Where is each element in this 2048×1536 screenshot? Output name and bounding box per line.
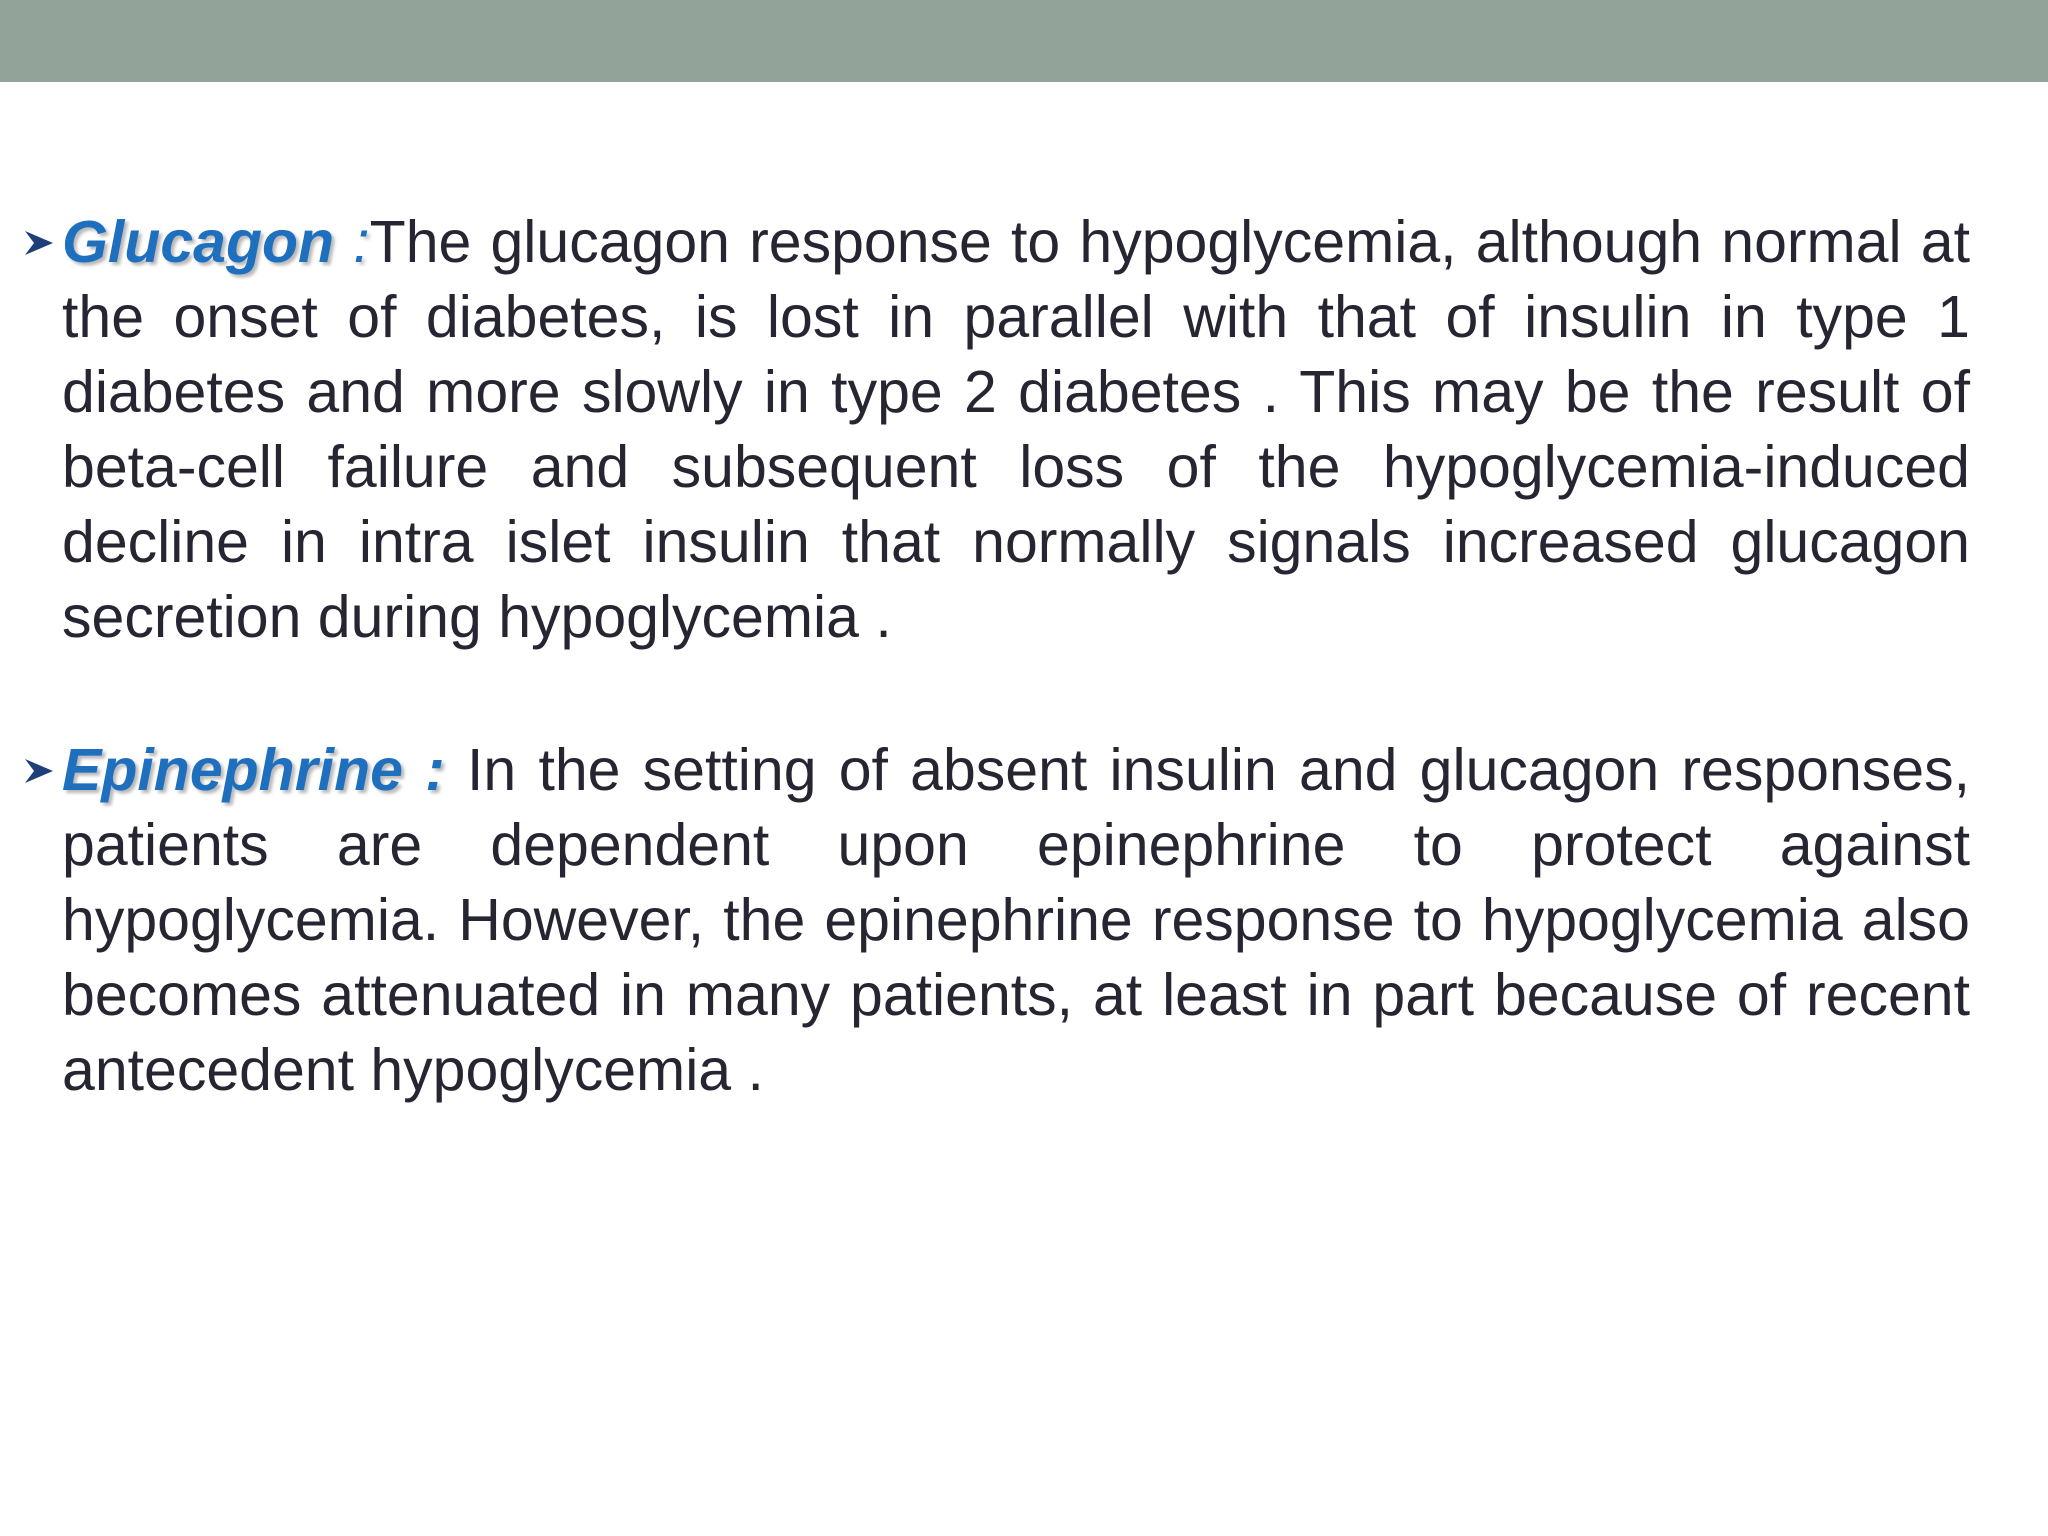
term-separator: : [402, 737, 445, 803]
term-separator: : [334, 209, 370, 275]
bullet-point-glucagon [24, 205, 1970, 655]
bullet-point-epinephrine [24, 733, 1970, 1108]
arrowhead-bullet-icon [24, 205, 58, 280]
term-glucagon: Glucagon [62, 209, 335, 275]
point-text-epinephrine: In the setting of absent insulin and glucagon responses, patients are dependent upon epinephrine to protect against hypoglycemia. However, the epinephrine response to hypoglycemia also becomes attenuated in many patients, at least in part because of recent antecedent hypoglycemia . [62, 737, 1970, 1103]
top-bar [0, 0, 2048, 82]
arrowhead-bullet-icon [24, 733, 58, 808]
term-epinephrine: Epinephrine [62, 737, 403, 803]
point-text-glucagon: The glucagon response to hypoglycemia, although normal at the onset of diabetes, is lost in parallel with that of insulin in type 1 diabetes and more slowly in type 2 diabetes . This may be the result of beta-cell failure and subsequent loss of the hypoglycemia-induced decline in intra islet insulin that normally signals increased glucagon secretion during hypoglycemia . [62, 209, 1970, 650]
slide-content [24, 205, 1970, 1108]
